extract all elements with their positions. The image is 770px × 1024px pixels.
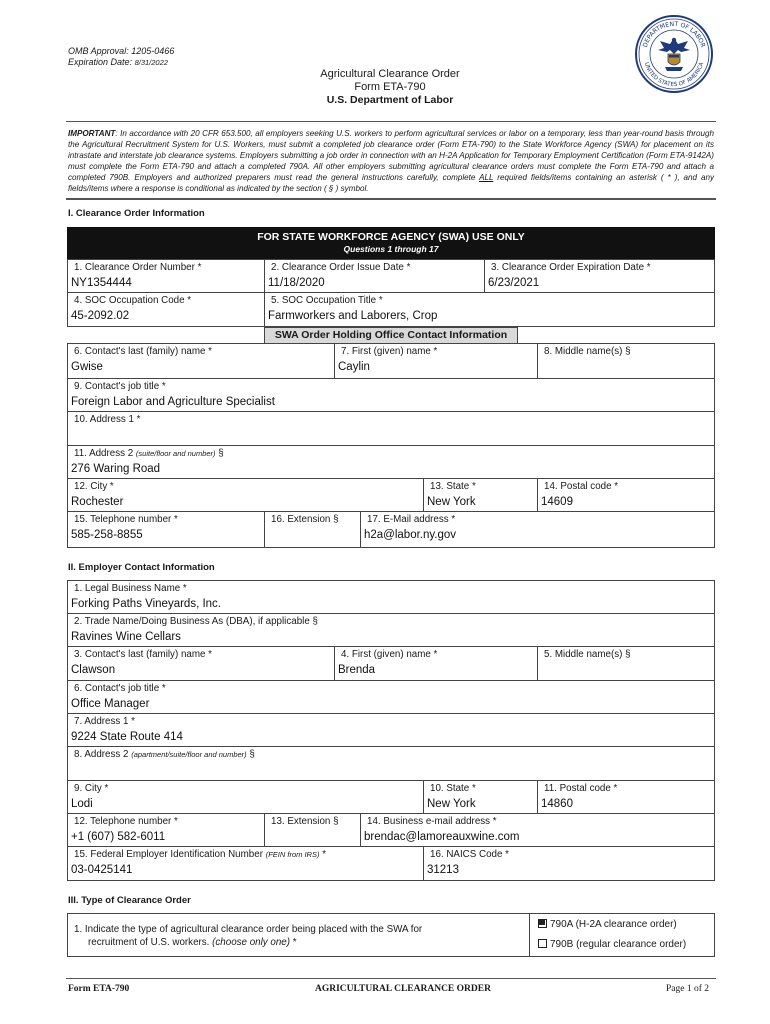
divider <box>66 198 716 200</box>
contact-job-title-field[interactable] <box>67 378 715 412</box>
field-label: 17. E-Mail address * <box>367 514 456 525</box>
field-label: 14. Business e-mail address * <box>367 816 497 827</box>
field-value: 03-0425141 <box>71 864 133 876</box>
important-notice <box>68 128 714 194</box>
employer-contact-job-title-field[interactable] <box>67 680 715 714</box>
employer-address-2-field[interactable] <box>67 746 715 781</box>
field-label: 2. Clearance Order Issue Date * <box>271 262 411 273</box>
employer-city-field[interactable] <box>67 780 424 814</box>
title-line-1: Agricultural Clearance Order <box>320 68 460 80</box>
postal-code-field[interactable] <box>537 478 715 512</box>
field-label: 14. Postal code * <box>544 481 619 492</box>
checkbox-unchecked-icon[interactable] <box>538 939 547 948</box>
option-790a[interactable] <box>538 919 677 930</box>
employer-address-1-field[interactable] <box>67 713 715 747</box>
field-value: 14860 <box>541 798 573 810</box>
swa-title: FOR STATE WORKFORCE AGENCY (SWA) USE ONLY <box>257 231 525 243</box>
employer-contact-first-name-field[interactable] <box>334 646 538 681</box>
telephone-field[interactable] <box>67 511 265 548</box>
field-value: 45-2092.02 <box>71 310 130 322</box>
employer-state-field[interactable] <box>423 780 538 814</box>
field-label: 12. Telephone number * <box>74 816 178 827</box>
email-field[interactable] <box>360 511 715 548</box>
seal-top-text: DEPARTMENT OF LABOR <box>641 20 707 49</box>
field-value: Farmworkers and Laborers, Crop <box>268 310 438 322</box>
option-790a-label: 790A (H-2A clearance order) <box>550 919 677 930</box>
field-value: +1 (607) 582-6011 <box>71 831 166 843</box>
field-label: 5. Middle name(s) § <box>544 649 631 660</box>
label-suffix: * <box>505 849 509 860</box>
section-2-heading: II. Employer Contact Information <box>68 562 215 573</box>
field-value: Clawson <box>71 664 116 676</box>
label-hint: (apartment/suite/floor and number) <box>131 750 247 759</box>
field-value: Caylin <box>338 361 370 373</box>
swa-use-only-banner <box>67 227 715 259</box>
field-label: 7. Address 1 * <box>74 716 135 727</box>
label-suffix: * <box>322 849 327 860</box>
field-label <box>74 749 255 760</box>
field-label: 16. Extension § <box>271 514 339 525</box>
label-text: 11. Address 2 <box>74 448 134 459</box>
field-value: Brenda <box>338 664 376 676</box>
field-label: 5. SOC Occupation Title * <box>271 295 383 306</box>
important-text-2: required fields/items containing an asterisk ( * ), and any fields/items where a response is conditional as indicated by the section ( § ) symbol. <box>68 173 714 193</box>
field-label: 10. State * <box>430 783 476 794</box>
label-hint: (FEIN from IRS) <box>265 850 320 859</box>
field-label: 9. Contact's job title * <box>74 381 166 392</box>
field-value: 31213 <box>427 864 459 876</box>
option-790b[interactable] <box>538 939 686 950</box>
field-value: Foreign Labor and Agriculture Specialist <box>71 396 275 408</box>
field-label: 3. Clearance Order Expiration Date * <box>491 262 651 273</box>
section-3-heading: III. Type of Clearance Order <box>68 895 191 906</box>
city-field[interactable] <box>67 478 424 512</box>
field-label: 1. Legal Business Name * <box>74 583 187 594</box>
employer-postal-code-field[interactable] <box>537 780 715 814</box>
question-line-2: recruitment of U.S. workers. <box>88 937 210 948</box>
field-value: 585-258-8855 <box>71 529 143 541</box>
expiration-date: 8/31/2022 <box>134 58 168 67</box>
field-label <box>430 849 509 860</box>
important-text-1: : In accordance with 20 CFR 653.500, all employers seeking U.S. workers to perform agricultural services or labor on a temporary, less than year-round basis through the Agricultural Recruitment System for U.S. Workers, must submit a completed job clearance order (Form ETA-790) to the State Workforce Agency (SWA) for placement on its intrastate and interstate job clearance systems. Employers submitting a job order in connection with an H-2A Application for Temporary Employment Certification (Form ETA-9142A) must complete the Form ETA-790 and attach a completed 790A. All other employers submitting agricultural clearance orders must complete the Form ETA-790 and attach a completed 790B. Employers and authorized preparers must read the general instructions carefully, complete <box>68 129 714 182</box>
fein-field[interactable] <box>67 846 424 881</box>
field-value: 6/23/2021 <box>488 277 540 289</box>
field-value: Rochester <box>71 496 124 508</box>
seal-bottom-text: UNITED STATES OF AMERICA <box>642 61 706 89</box>
title-line-2: Form ETA-790 <box>354 81 426 93</box>
field-value: Gwise <box>71 361 103 373</box>
footer-title: AGRICULTURAL CLEARANCE ORDER <box>315 984 491 994</box>
field-label: 13. State * <box>430 481 476 492</box>
label-hint: (suite/floor and number) <box>135 449 216 458</box>
field-label: 1. Clearance Order Number * <box>74 262 202 273</box>
field-label: 6. Contact's job title * <box>74 683 166 694</box>
divider <box>66 121 716 122</box>
soc-occupation-title-field[interactable] <box>264 292 715 327</box>
field-label: 12. City * <box>74 481 114 492</box>
label-text: 16. NAICS Code <box>430 849 503 860</box>
dol-seal-icon <box>634 14 714 94</box>
field-value: Forking Paths Vineyards, Inc. <box>71 598 221 610</box>
important-underlined: ALL <box>479 173 494 182</box>
field-value: 276 Waring Road <box>71 463 161 475</box>
field-value: New York <box>427 798 476 810</box>
field-label: 9. City * <box>74 783 109 794</box>
address-2-field[interactable] <box>67 445 715 479</box>
clearance-order-issue-date-field[interactable] <box>264 259 485 293</box>
field-label: 4. First (given) name * <box>341 649 438 660</box>
field-value: 11/18/2020 <box>268 277 325 289</box>
field-value: New York <box>427 496 476 508</box>
field-label: 13. Extension § <box>271 816 339 827</box>
question-line-1: 1. Indicate the type of agricultural clearance order being placed with the SWA for <box>74 924 423 935</box>
field-value: h2a@labor.ny.gov <box>364 529 457 541</box>
form-title <box>230 68 550 107</box>
field-label <box>74 849 326 860</box>
field-label <box>74 448 224 459</box>
clearance-order-type-options <box>529 913 715 957</box>
employer-extension-field[interactable] <box>264 813 361 847</box>
extension-field[interactable] <box>264 511 361 548</box>
title-line-3: U.S. Department of Labor <box>326 94 454 106</box>
state-field[interactable] <box>423 478 538 512</box>
footer-form-id: Form ETA-790 <box>68 984 130 994</box>
contact-last-name-field[interactable] <box>67 343 335 379</box>
naics-code-field[interactable] <box>423 846 715 881</box>
option-790b-label: 790B (regular clearance order) <box>550 939 687 950</box>
label-text: 8. Address 2 <box>74 749 129 760</box>
field-value: NY1354444 <box>71 277 132 289</box>
employer-telephone-field[interactable] <box>67 813 265 847</box>
omb-info <box>68 46 174 68</box>
field-value: Lodi <box>71 798 93 810</box>
field-label: 7. First (given) name * <box>341 346 438 357</box>
legal-business-name-field[interactable] <box>67 580 715 614</box>
clearance-order-type-question <box>67 913 530 957</box>
label-text: 15. Federal Employer Identification Number <box>74 849 263 860</box>
employer-contact-middle-name-field[interactable] <box>537 646 715 681</box>
field-label: 4. SOC Occupation Code * <box>74 295 192 306</box>
trade-name-dba-field[interactable] <box>67 613 715 647</box>
swa-subtitle: Questions 1 through 17 <box>343 244 439 254</box>
field-value: brendac@lamoreauxwine.com <box>364 831 520 843</box>
field-label: 10. Address 1 * <box>74 414 141 425</box>
field-value: 9224 State Route 414 <box>71 731 183 743</box>
important-lead: IMPORTANT <box>68 129 116 138</box>
field-value: Office Manager <box>71 698 150 710</box>
label-suffix: § <box>249 749 255 760</box>
field-label: 6. Contact's last (family) name * <box>74 346 212 357</box>
swa-office-contact-heading: SWA Order Holding Office Contact Information <box>264 327 518 344</box>
soc-occupation-code-field[interactable] <box>67 292 265 327</box>
clearance-order-expiration-date-field[interactable] <box>484 259 715 293</box>
field-label: 2. Trade Name/Doing Business As (DBA), if applicable § <box>74 616 318 627</box>
footer-page-number: Page 1 of 2 <box>666 984 710 994</box>
footer-divider <box>66 978 716 979</box>
field-value: 14609 <box>541 496 573 508</box>
clearance-order-number-field[interactable] <box>67 259 265 293</box>
field-label: 11. Postal code * <box>544 783 618 794</box>
field-value: Ravines Wine Cellars <box>71 631 181 643</box>
expiration-label: Expiration Date: <box>68 57 133 67</box>
contact-middle-name-field[interactable] <box>537 343 715 379</box>
address-1-field[interactable] <box>67 411 715 446</box>
business-email-field[interactable] <box>360 813 715 847</box>
expiration-line <box>68 57 174 68</box>
question-hint: (choose only one) <box>212 937 291 948</box>
omb-approval: OMB Approval: 1205-0466 <box>68 46 175 56</box>
field-label: 8. Middle name(s) § <box>544 346 631 357</box>
checkbox-checked-icon[interactable] <box>538 919 547 928</box>
contact-first-name-field[interactable] <box>334 343 538 379</box>
question-suffix: * <box>292 937 297 948</box>
field-label: 15. Telephone number * <box>74 514 178 525</box>
field-label: 3. Contact's last (family) name * <box>74 649 212 660</box>
section-1-heading: I. Clearance Order Information <box>68 208 205 219</box>
question-line-2-wrap <box>74 936 422 949</box>
label-suffix: § <box>218 448 224 459</box>
employer-contact-last-name-field[interactable] <box>67 646 335 681</box>
